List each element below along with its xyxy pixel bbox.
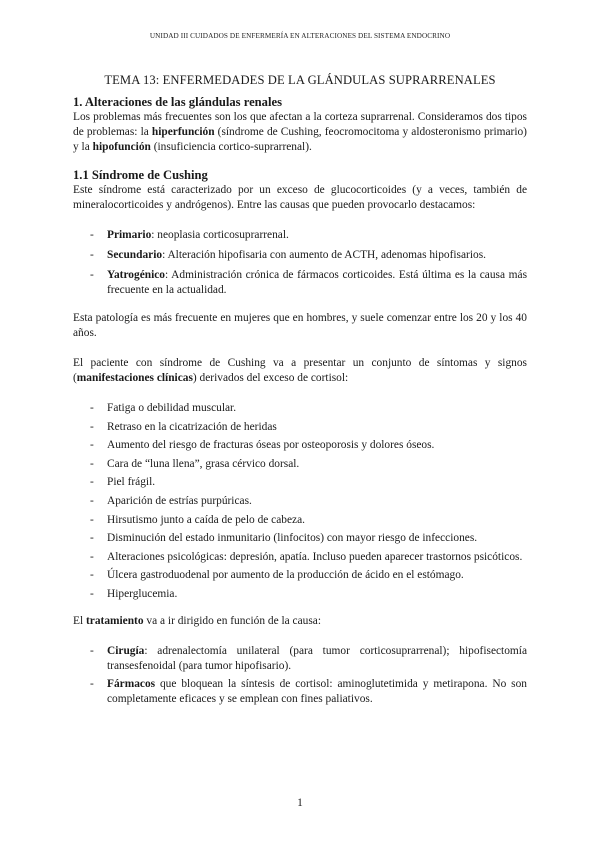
list-item: - Yatrogénico: Administración crónica de fármacos corticoides. Está última es la causa más frecuente en la actualidad. [73,268,527,298]
section-1-heading: 1. Alteraciones de las glándulas renales [73,95,282,109]
list-item: - Fatiga o debilidad muscular. [73,401,527,416]
list-item: - Piel frágil. [73,475,527,490]
manifestations-paragraph: El paciente con síndrome de Cushing va a presentar un conjunto de síntomas y signos (manifestaciones clínicas) derivados del exceso de cortisol: [73,357,527,384]
list-item: - Retraso en la cicatrización de heridas [73,420,527,435]
list-item: - Úlcera gastroduodenal por aumento de la producción de ácido en el estómago. [73,568,527,583]
page-title: TEMA 13: ENFERMEDADES DE LA GLÁNDULAS SUPRARRENALES [104,73,496,87]
list-item: - Primario: neoplasia corticosuprarrenal. [73,228,527,243]
section-1-1-heading: 1.1 Síndrome de Cushing [73,168,208,182]
causes-list [73,228,527,298]
running-header: UNIDAD III CUIDADOS DE ENFERMERÍA EN ALTERACIONES DEL SISTEMA ENDOCRINO [149,32,451,40]
list-item: - Cirugía: adrenalectomía unilateral (para tumor corticosuprarrenal); hipofisectomía transesfenoidal (para tumor hipofisario). [73,644,527,674]
cushing-intro-paragraph: Este síndrome está caracterizado por un exceso de glucocorticoides (y a veces, también de mineralocorticoides y andrógenos). Entre las causas que pueden provocarlo destacamos: [73,184,527,211]
treatment-paragraph: El tratamiento va a ir dirigido en función de la causa: [73,614,322,627]
list-item: - Alteraciones psicológicas: depresión, apatía. Incluso pueden aparecer trastornos psicóticos. [73,550,527,565]
list-item: - Cara de “luna llena”, grasa cérvico dorsal. [73,457,527,472]
list-item: - Hiperglucemia. [73,587,527,602]
section-1-paragraph: Los problemas más frecuentes son los que afectan a la corteza suprarrenal. Consideramos dos tipos de problemas: la hiperfunción (síndrome de Cushing, feocromocitoma y aldosteronismo primario) y la hipofunción (insuficiencia cortico-suprarrenal). [73,111,527,153]
list-item: - Fármacos que bloquean la síntesis de cortisol: aminoglutetimida y metirapona. No son completamente eficaces y se emplean con fines paliativos. [73,677,527,707]
symptoms-list [73,401,527,602]
frequency-paragraph: Esta patología es más frecuente en mujeres que en hombres, y suele comenzar entre los 20 y los 40 años. [73,312,527,339]
list-item: - Aumento del riesgo de fracturas óseas por osteoporosis y dolores óseos. [73,438,527,453]
list-item: - Disminución del estado inmunitario (linfocitos) con mayor riesgo de infecciones. [73,531,527,546]
list-item: - Aparición de estrías purpúricas. [73,494,527,509]
list-item: - Hirsutismo junto a caída de pelo de cabeza. [73,513,527,528]
list-item: - Secundario: Alteración hipofisaria con aumento de ACTH, adenomas hipofisarios. [73,248,527,263]
page-number: 1 [297,797,303,809]
treatment-list [73,644,527,708]
page-body [73,73,527,711]
